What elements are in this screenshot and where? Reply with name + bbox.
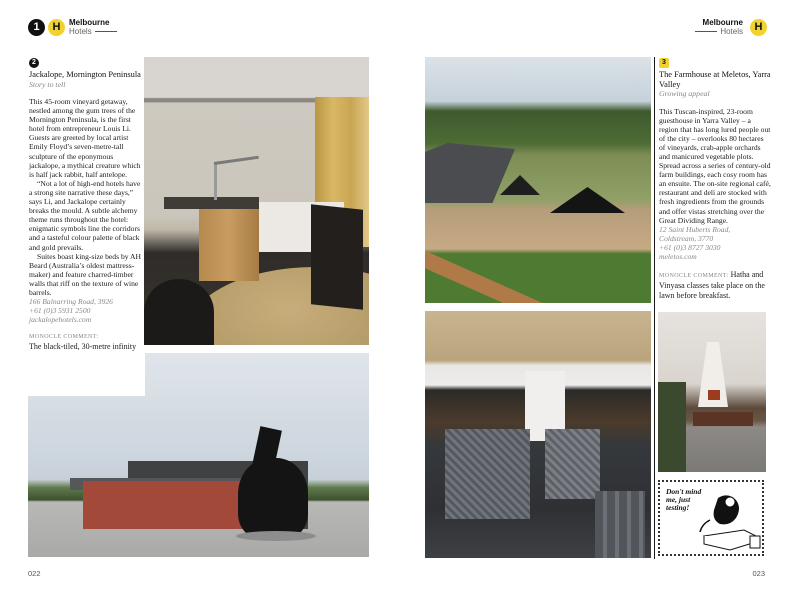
restaurant-interior-photo — [425, 311, 651, 558]
article-jackalope — [29, 58, 141, 370]
armchair — [311, 204, 363, 309]
column-divider — [654, 57, 655, 559]
header-section: Hotels — [720, 27, 743, 36]
website-link[interactable]: meletos.com — [659, 252, 697, 261]
desk — [164, 197, 259, 209]
hotels-section-icon: H — [48, 19, 65, 36]
header-rule — [95, 31, 117, 32]
phone-line: +61 (0)3 8727 3030 — [659, 242, 721, 252]
address-line: 12 Saint Huberts Road, — [659, 224, 731, 234]
living-room-photo — [658, 312, 766, 472]
lamp — [214, 162, 217, 200]
article-body — [29, 97, 141, 297]
monocle-comment-label: MONOCLE COMMENT: — [29, 334, 99, 341]
header-city: Melbourne — [69, 18, 110, 27]
sofa — [693, 412, 753, 426]
header-title — [69, 18, 120, 36]
article-meletos — [659, 58, 771, 300]
jackalope-exterior-photo — [28, 353, 369, 557]
vineyard-terrace-photo — [425, 57, 651, 303]
phone-line: +61 (0)3 5931 2500 — [29, 306, 91, 316]
text-overlap-area — [28, 353, 145, 396]
chair-back — [144, 279, 214, 345]
brick-building — [83, 481, 243, 529]
article-dek: Story to tell — [29, 79, 66, 89]
booth — [445, 429, 530, 519]
hotel-suite-photo — [144, 57, 369, 345]
cartoon-box — [658, 480, 764, 556]
monocle-comment: Hatha and Vinyasa classes take place on the lawn before breakfast. — [659, 270, 765, 300]
jackalope-sculpture — [238, 458, 308, 538]
hearth-fire — [708, 390, 720, 400]
article-title: The Farmhouse at Meletos, Yarra Valley — [659, 70, 771, 89]
sculpture-plinth — [236, 531, 316, 541]
page-number-right: 023 — [752, 569, 765, 578]
cartoon-caption: Don't mind me, just testing! — [666, 487, 702, 512]
article-number-badge: 3 — [659, 58, 669, 68]
article-dek: Growing appeal — [659, 89, 710, 98]
address-line: 166 Balnarring Road, 3926 — [29, 297, 113, 307]
hotels-section-icon: H — [750, 19, 767, 36]
umbrella — [500, 175, 540, 195]
article-paragraph: “Not a lot of high-end hotels have a strong site narrative these days,” says Li, and Jackalope certainly breaks the mould. A subtle alchemy theme runs throughout the hotel: enigmatic symbols line the corridors and a tasteful colour palette of black and gold prevails. — [29, 178, 141, 252]
article-title: Jackalope, Mornington Peninsula — [29, 70, 141, 79]
booth — [545, 429, 600, 499]
monocle-comment: The black-tiled, 30-metre infinity — [29, 342, 137, 352]
page-number-left: 022 — [28, 569, 41, 578]
umbrella — [550, 187, 625, 213]
header-rule — [695, 31, 717, 32]
article-body — [659, 107, 771, 225]
monocle-comment-block — [659, 270, 771, 300]
lamp-arm — [214, 156, 259, 165]
website-link[interactable]: jackalopehotels.com — [29, 315, 92, 325]
monocle-comment-label: MONOCLE COMMENT: — [659, 273, 729, 280]
header-title — [692, 18, 743, 36]
plant — [658, 382, 686, 472]
address-line: Coldstream, 3770 — [659, 233, 714, 243]
fluted-panel — [595, 491, 645, 558]
article-paragraph: This Tuscan-inspired, 23-room guesthouse in Yarra Valley – a region that has long lured people out of the city – overlooks 80 hectares of vineyards, crab-apple orchards and manicured vegetable plots. Spread across a series of century-old farm buildings, each cosy room has an ensuite. The on-site regional café, restaurant and deli are stocked with fresh ingredients from the grounds and offer vistas stretching over the Great Dividing Range. — [659, 106, 771, 225]
desk-wood-panel — [199, 209, 259, 281]
article-number-badge: 2 — [29, 58, 39, 68]
article-paragraph: Suites boast king-size beds by AH Beard (Australia’s oldest mattress-maker) and feature charred-timber walls that riff on the texture of wine barrels. — [29, 251, 141, 297]
left-page-header — [28, 18, 120, 36]
timber-wall — [425, 248, 583, 303]
chapter-number-badge: 1 — [28, 19, 45, 36]
right-page-header — [688, 18, 767, 36]
article-paragraph: This 45-room vineyard getaway, nestled among the gum trees of the Mornington Peninsula, is the first hotel from entrepreneur Louis Li. Guests are greeted by local artist Emily Floyd’s seven-metre-tall sculpture of the eponymous jackalope, a mythical creature which is half jack rabbit, half antelope. — [29, 97, 141, 179]
header-section: Hotels — [69, 27, 92, 36]
cat-on-bed-illustration-icon — [690, 490, 762, 554]
header-city: Melbourne — [702, 18, 743, 27]
